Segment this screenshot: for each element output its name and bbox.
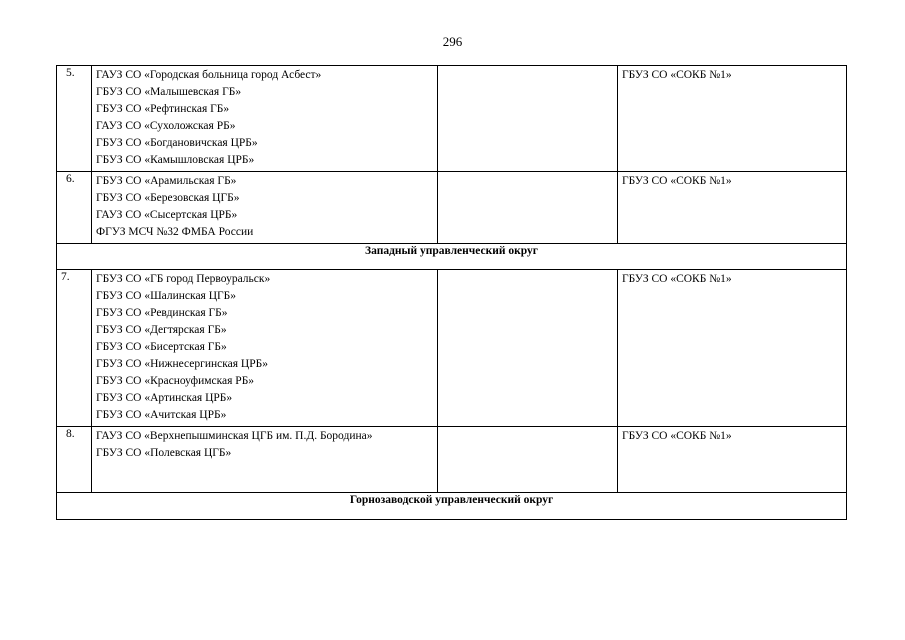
reference-hospital — [618, 172, 847, 244]
institutions-cell — [92, 427, 438, 493]
institution-name: ГБУЗ СО «Арамильская ГБ» — [96, 175, 237, 187]
institution-name: ГБУЗ СО «Малышевская ГБ» — [96, 86, 242, 98]
institution-name: ГБУЗ СО «Ревдинская ГБ» — [96, 307, 228, 319]
empty-cell — [438, 66, 618, 172]
institution-name: ГБУЗ СО «ГБ город Первоуральск» — [96, 273, 271, 285]
table-row — [57, 427, 847, 493]
row-number: 6. — [57, 172, 92, 244]
row-number: 7. — [57, 270, 92, 427]
institution-name: ГАУЗ СО «Верхнепышминская ЦГБ им. П.Д. Бородина» — [96, 430, 373, 442]
institution-name: ГБУЗ СО «Полевская ЦГБ» — [96, 447, 232, 459]
institution-name: ГАУЗ СО «Сысертская ЦРБ» — [96, 209, 238, 221]
institution-name: ГБУЗ СО «Шалинская ЦГБ» — [96, 290, 237, 302]
reference-name: ГБУЗ СО «СОКБ №1» — [622, 430, 732, 442]
row-number: 8. — [57, 427, 92, 493]
institutions-cell — [92, 172, 438, 244]
institution-name: ГБУЗ СО «Красноуфимская РБ» — [96, 375, 255, 387]
reference-hospital — [618, 66, 847, 172]
district-table — [56, 65, 847, 520]
reference-name: ГБУЗ СО «СОКБ №1» — [622, 69, 732, 81]
institution-name: ГБУЗ СО «Артинская ЦРБ» — [96, 392, 233, 404]
section-title-western: Западный управленческий округ — [57, 244, 847, 270]
page-number: 296 — [442, 34, 463, 49]
institution-name: ГБУЗ СО «Рефтинская ГБ» — [96, 103, 230, 115]
institution-name: ГБУЗ СО «Березовская ЦГБ» — [96, 192, 240, 204]
institution-name: ГБУЗ СО «Камышловская ЦРБ» — [96, 154, 255, 166]
institutions-cell — [92, 270, 438, 427]
table-row — [57, 66, 847, 172]
institution-name: ГБУЗ СО «Нижнесергинская ЦРБ» — [96, 358, 268, 370]
institution-name: ГАУЗ СО «Городская больница город Асбест» — [96, 69, 322, 81]
reference-name: ГБУЗ СО «СОКБ №1» — [622, 273, 732, 285]
reference-hospital — [618, 427, 847, 493]
section-header — [57, 244, 847, 270]
institution-name: ФГУЗ МСЧ №32 ФМБА России — [96, 226, 254, 238]
empty-cell — [438, 427, 618, 493]
empty-cell — [438, 270, 618, 427]
institutions-cell — [92, 66, 438, 172]
section-title-gornozavodskoy: Горнозаводской управленческий округ — [57, 493, 847, 520]
institution-name: ГБУЗ СО «Богдановичская ЦРБ» — [96, 137, 258, 149]
row-number: 5. — [57, 66, 92, 172]
institution-name: ГБУЗ СО «Бисертская ГБ» — [96, 341, 227, 353]
table-row — [57, 172, 847, 244]
reference-name: ГБУЗ СО «СОКБ №1» — [622, 175, 732, 187]
empty-cell — [438, 172, 618, 244]
institution-name: ГАУЗ СО «Сухоложская РБ» — [96, 120, 236, 132]
institution-name: ГБУЗ СО «Ачитская ЦРБ» — [96, 409, 227, 421]
institution-name: ГБУЗ СО «Дегтярская ГБ» — [96, 324, 227, 336]
section-header — [57, 493, 847, 520]
reference-hospital — [618, 270, 847, 427]
table-row — [57, 270, 847, 427]
